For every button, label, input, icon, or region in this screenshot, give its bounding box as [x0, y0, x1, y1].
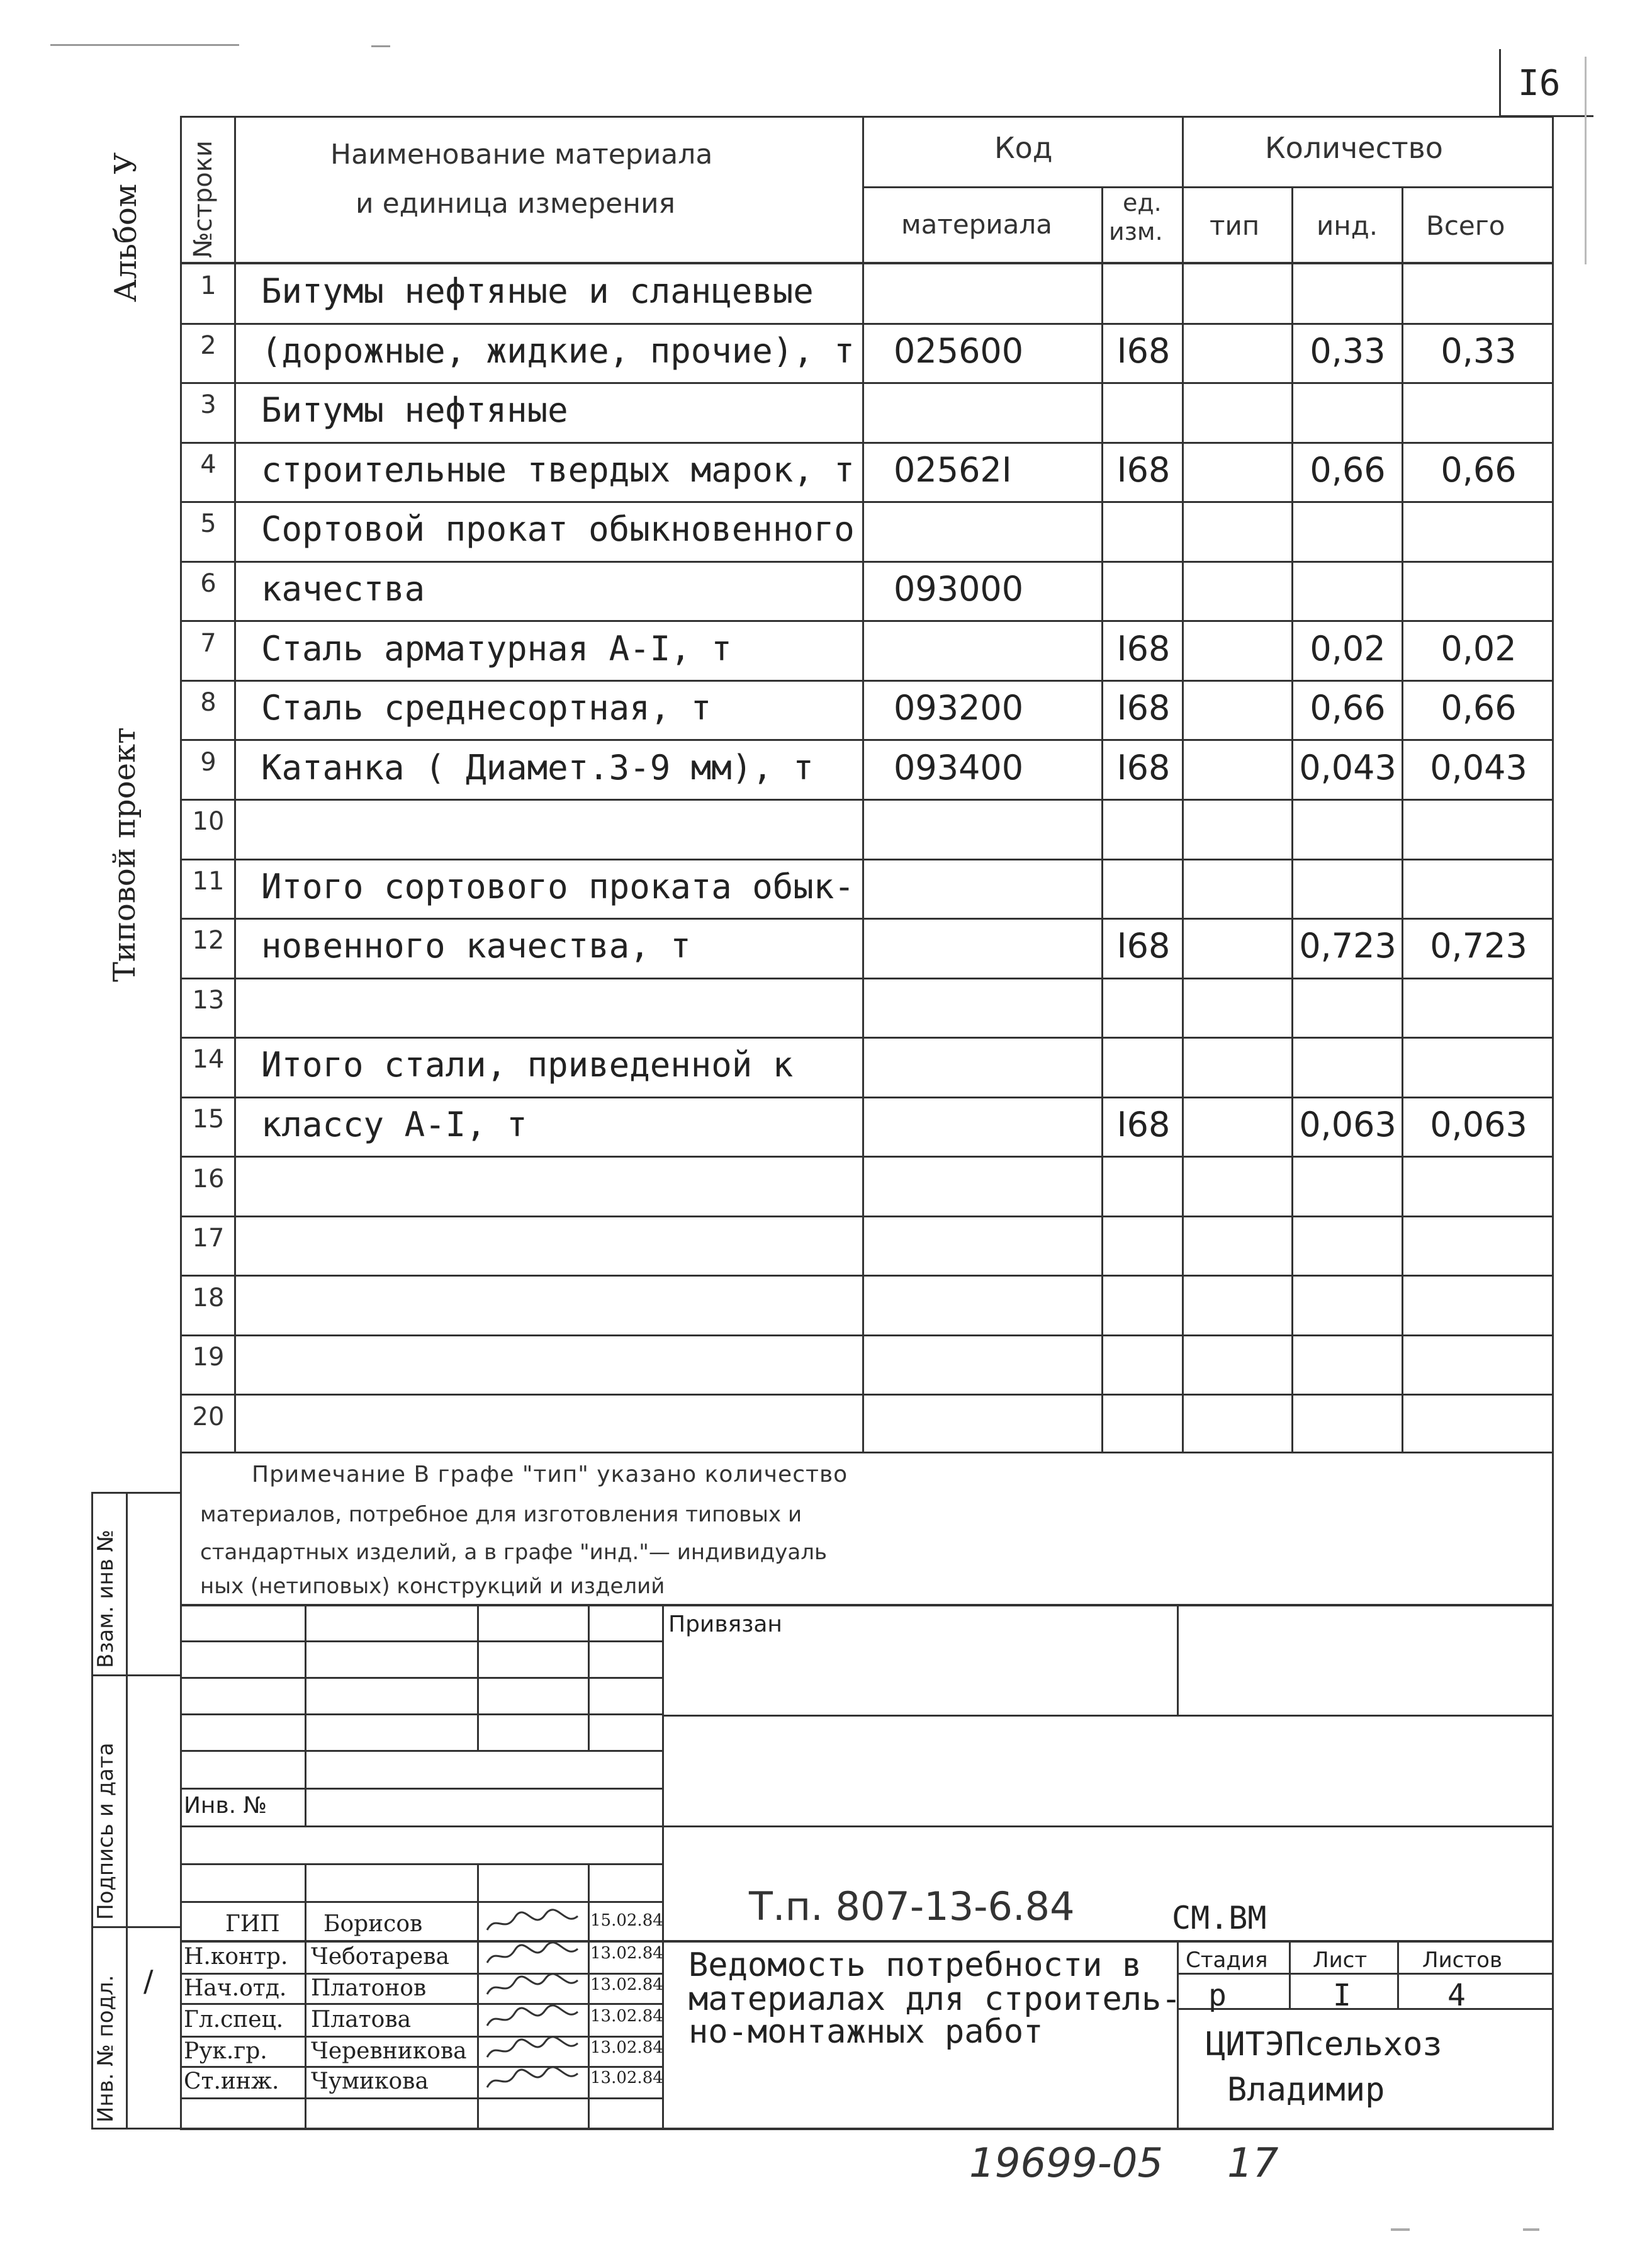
row-unit: I68: [1116, 450, 1171, 490]
signature-mark: [483, 2036, 584, 2065]
signer-role: ГИП: [225, 1911, 280, 1937]
inv-no-label: Инв. №: [184, 1793, 267, 1819]
name-header-line1: Наименование материала: [330, 138, 713, 171]
row-total: 0,723: [1430, 926, 1527, 966]
note-line1: Примечание В графе "тип" указано количество: [252, 1462, 848, 1487]
row-total: 0,043: [1430, 748, 1527, 787]
row-name: (дорожные, жидкие, прочие), т: [261, 331, 855, 371]
signature-mark: [483, 2004, 584, 2033]
tb-col: [477, 1863, 479, 2129]
stamp-mark: /: [143, 1964, 154, 1998]
signer-role: Н.контр.: [184, 1944, 288, 1970]
row-number: 4: [200, 450, 216, 479]
org-line2: Владимир: [1227, 2071, 1385, 2109]
side-strip-line: [91, 1492, 180, 1494]
row-line: [180, 978, 1554, 979]
tb-col: [1397, 1940, 1399, 2009]
sheet-label: Лист: [1313, 1948, 1368, 1973]
scan-artifact: [1523, 2228, 1539, 2231]
signer-name: Платова: [311, 2007, 412, 2033]
row-number: 19: [192, 1343, 225, 1372]
row-code: 093000: [894, 569, 1024, 609]
row-number: 2: [200, 331, 216, 360]
tb-row: [180, 2097, 662, 2099]
note-line3: стандартных изделий, а в графе "инд."— индивидуаль: [200, 1540, 828, 1565]
signature-mark: [483, 1973, 584, 2002]
signer-date: 13.02.84: [590, 2068, 663, 2087]
row-number: 1: [200, 271, 216, 300]
page-number-divider: [1499, 49, 1501, 117]
tb-row: [180, 1863, 662, 1865]
row-name: Сортовой прокат обыкновенного: [261, 509, 855, 549]
signer-name: Борисов: [323, 1911, 423, 1937]
tb-row: [180, 1973, 662, 1975]
signature-mark: [483, 2066, 584, 2095]
tb-row: [662, 1825, 1554, 1827]
stage-value: р: [1208, 1978, 1227, 2013]
row-number: 16: [192, 1165, 225, 1193]
tb-top-line: [180, 1604, 1554, 1606]
row-name: Сталь среднесортная, т: [261, 688, 712, 728]
signer-role: Рук.гр.: [184, 2038, 267, 2064]
row-line: [180, 799, 1554, 801]
row-line: [180, 620, 1554, 622]
tb-row: [180, 1940, 1554, 1943]
tb-col: [588, 1863, 590, 2129]
row-ind: 0,33: [1310, 331, 1386, 371]
row-ind: 0,66: [1310, 688, 1386, 728]
row-unit: I68: [1116, 629, 1171, 669]
org-line1: ЦИТЭПсельхоз: [1206, 2026, 1442, 2063]
row-line: [180, 501, 1554, 503]
row-name: Итого сортового проката обык-: [261, 867, 855, 906]
tb-row: [180, 2036, 662, 2038]
signer-role: Нач.отд.: [184, 1975, 287, 2001]
row-line: [180, 382, 1554, 384]
album-label: Альбом У: [108, 152, 143, 302]
row-name: Итого стали, приведенной к: [261, 1045, 794, 1085]
row-number: 17: [192, 1224, 225, 1253]
row-name: Битумы нефтяные и сланцевые: [261, 271, 814, 311]
signer-name: Черевникова: [311, 2038, 467, 2064]
col-line: [1402, 186, 1403, 1453]
tb-col: [1177, 1940, 1179, 2129]
row-name: Битумы нефтяные: [261, 390, 568, 430]
sheet-value: I: [1333, 1978, 1351, 2013]
row-ind: 0,66: [1310, 450, 1386, 490]
side-strip-line: [91, 2128, 180, 2130]
col-line: [234, 116, 236, 1453]
row-line: [180, 859, 1554, 860]
row-number: 15: [192, 1105, 225, 1134]
col-line: [1101, 186, 1103, 1453]
signer-date: 13.02.84: [590, 2007, 663, 2026]
note-frame-left: [180, 1453, 182, 2129]
stage-label: Стадия: [1186, 1948, 1268, 1973]
name-header-line2: и единица измерения: [356, 188, 676, 220]
sheets-label: Листов: [1422, 1948, 1503, 1973]
tb-row: [180, 1640, 662, 1642]
tb-row: [180, 1825, 662, 1827]
note-frame-right: [1552, 1453, 1554, 2129]
signer-role: Гл.спец.: [184, 2007, 284, 2033]
row-ind: 0,02: [1310, 629, 1386, 669]
row-line: [180, 1216, 1554, 1217]
row-total: 0,33: [1441, 331, 1517, 371]
col-line: [862, 116, 864, 1453]
row-name: строительные твердых марок, т: [261, 450, 855, 490]
row-number: 5: [200, 509, 216, 538]
row-name: качества: [261, 569, 425, 609]
row-number: 18: [192, 1284, 225, 1312]
subheader-line: [862, 186, 1554, 188]
row-number: 20: [192, 1402, 225, 1431]
row-line: [180, 680, 1554, 682]
row-name: классу А-I, т: [261, 1105, 527, 1144]
archive-page: 17: [1227, 2140, 1279, 2187]
quantity-header: Количество: [1265, 131, 1443, 165]
row-number: 14: [192, 1045, 225, 1074]
signer-name: Чумикова: [311, 2068, 429, 2094]
sheets-value: 4: [1447, 1978, 1466, 2013]
tb-col: [1177, 1604, 1179, 1715]
signer-date: 13.02.84: [590, 1944, 663, 1963]
row-line: [180, 1097, 1554, 1098]
total-header: Всего: [1426, 210, 1505, 241]
type-header: тип: [1210, 210, 1260, 241]
row-name: Катанка ( Диамет.3-9 мм), т: [261, 748, 814, 787]
side-strip-line: [126, 1492, 128, 2129]
note-line2: материалов, потребное для изготовления типовых и: [200, 1502, 802, 1527]
row-line: [180, 1334, 1554, 1336]
row-number: 9: [200, 748, 216, 777]
tb-row: [180, 1901, 662, 1903]
side-strip-line: [91, 1926, 180, 1928]
row-number: 6: [200, 569, 216, 598]
ind-header: инд.: [1317, 210, 1378, 241]
title-line2: материалах для строитель-: [688, 1980, 1181, 2018]
inv-podl-label: Инв. № подл.: [93, 1975, 118, 2123]
unit-header-line2: изм.: [1109, 218, 1163, 245]
page-number: I6: [1518, 63, 1561, 104]
row-code: 093200: [894, 688, 1024, 728]
tb-row: [180, 2003, 662, 2005]
title-line1: Ведомость потребности в: [688, 1946, 1142, 1984]
signer-name: Чеботарева: [311, 1944, 449, 1970]
row-number: 3: [200, 390, 216, 419]
row-number: 12: [192, 926, 225, 955]
row-code: 093400: [894, 748, 1024, 787]
tb-col: [305, 1863, 306, 2129]
vzam-inv-label: Взам. инв №: [93, 1529, 118, 1668]
scan-artifact: [1391, 2228, 1410, 2231]
code-header: Код: [994, 131, 1053, 165]
row-number: 10: [192, 807, 225, 836]
row-unit: I68: [1116, 1105, 1171, 1144]
row-unit: I68: [1116, 748, 1171, 787]
signer-date: 13.02.84: [590, 1975, 663, 1994]
row-total: 0,66: [1441, 688, 1517, 728]
signer-name: Платонов: [311, 1975, 427, 2001]
row-total: 0,063: [1430, 1105, 1527, 1144]
col-line: [1291, 186, 1293, 1453]
row-unit: I68: [1116, 688, 1171, 728]
row-line: [180, 918, 1554, 920]
row-total: 0,02: [1441, 629, 1517, 669]
row-unit: I68: [1116, 331, 1171, 371]
row-line: [180, 323, 1554, 325]
row-number: 8: [200, 688, 216, 717]
project-type-label: Типовой проект: [107, 727, 142, 982]
row-total: 0,66: [1441, 450, 1517, 490]
signer-date: 13.02.84: [590, 2038, 663, 2057]
note-line4: ных (нетиповых) конструкций и изделий: [200, 1574, 665, 1599]
signer-role: Ст.инж.: [184, 2068, 279, 2094]
tb-row: [1177, 1973, 1554, 1975]
header-bottom-line: [180, 262, 1554, 264]
row-number: 13: [192, 986, 225, 1015]
project-code: Т.п. 807-13-6.84: [749, 1883, 1075, 1929]
tb-row: [180, 1788, 662, 1790]
signature-date-label: Подпись и дата: [93, 1742, 118, 1920]
archive-number: 19699-05: [969, 2140, 1164, 2187]
title-line3: но-монтажных работ: [688, 2013, 1043, 2051]
row-number: 11: [192, 867, 225, 896]
row-line: [180, 1156, 1554, 1158]
tb-row: [180, 1713, 662, 1715]
row-ind: 0,043: [1299, 748, 1396, 787]
tb-row: [180, 1677, 662, 1679]
tb-col: [305, 1750, 306, 1825]
tb-row: [180, 1750, 662, 1752]
row-line: [180, 1394, 1554, 1396]
side-strip-line: [91, 1674, 180, 1676]
signature-mark: [483, 1909, 584, 1938]
row-code: 025600: [894, 331, 1024, 371]
row-ind: 0,723: [1299, 926, 1396, 966]
scan-artifact: [1585, 57, 1587, 264]
row-line: [180, 561, 1554, 563]
code-material-header: материала: [901, 209, 1053, 240]
row-line: [180, 739, 1554, 741]
row-ind: 0,063: [1299, 1105, 1396, 1144]
row-line: [180, 442, 1554, 444]
tb-bottom-line: [180, 2128, 1554, 2130]
row-line: [180, 1275, 1554, 1277]
row-name: новенного качества, т: [261, 926, 691, 966]
row-number: 7: [200, 629, 216, 658]
unit-header-line1: ед.: [1123, 189, 1162, 217]
row-no-header: №строки: [189, 140, 218, 258]
tb-row: [180, 2066, 662, 2068]
col-line: [1182, 116, 1184, 1453]
scan-artifact: [371, 45, 390, 47]
tb-col: [1289, 1940, 1291, 2009]
row-name: Сталь арматурная А-I, т: [261, 629, 732, 669]
row-unit: I68: [1116, 926, 1171, 966]
privyazan-label: Привязан: [668, 1611, 782, 1637]
row-line: [180, 1037, 1554, 1039]
signer-date: 15.02.84: [590, 1911, 663, 1930]
scan-artifact: [50, 44, 239, 46]
tb-row: [662, 1715, 1554, 1717]
doc-mark: СМ.ВМ: [1172, 1900, 1267, 1936]
tb-row: [1177, 2008, 1554, 2010]
row-code: 02562I: [894, 450, 1012, 490]
signature-mark: [483, 1941, 584, 1970]
